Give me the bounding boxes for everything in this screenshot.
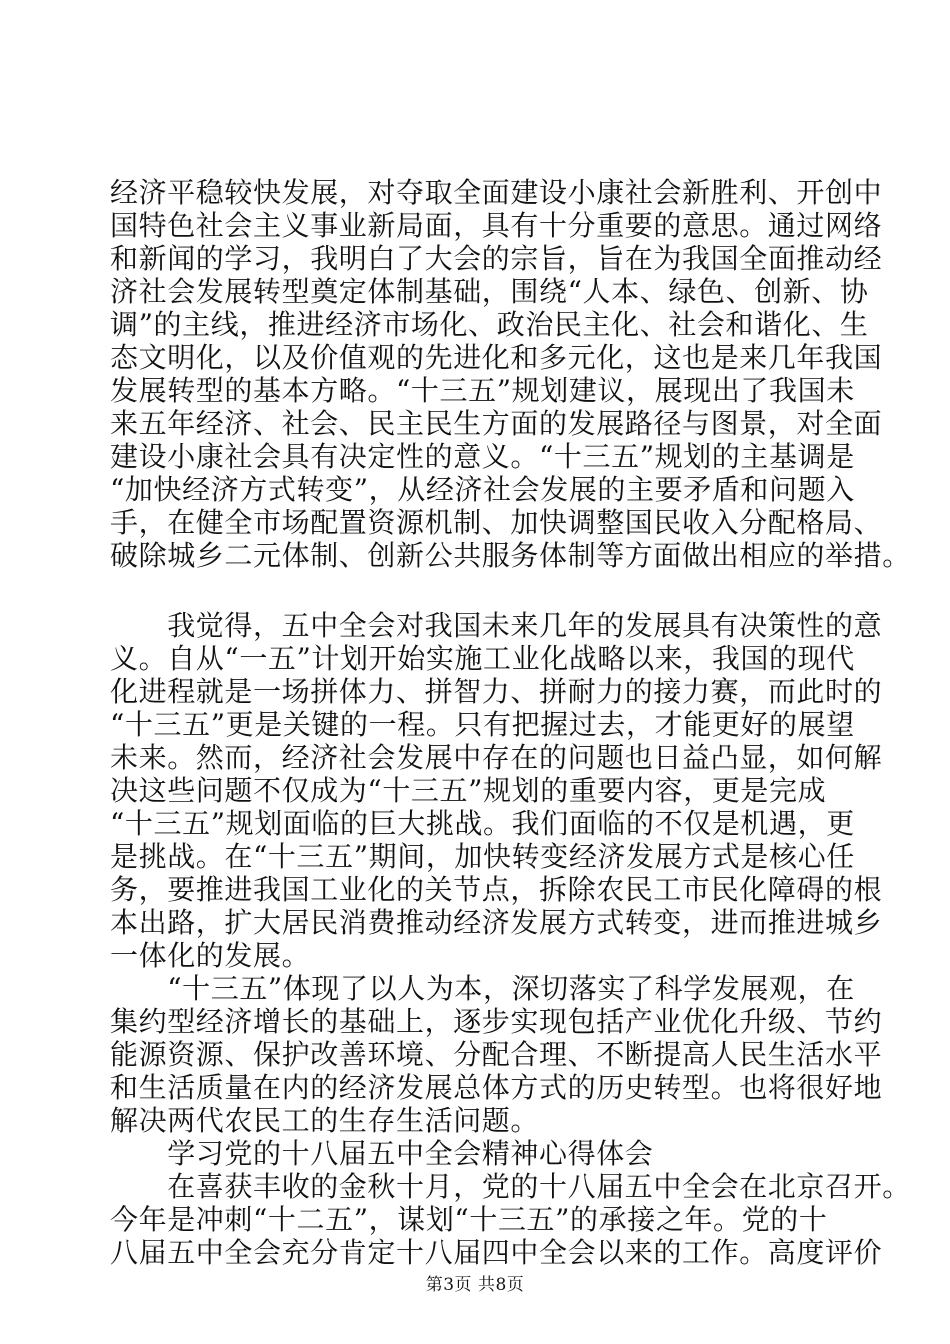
text-line: 经济平稳较快发展，对夺取全面建设小康社会新胜利、开创中 — [110, 176, 883, 209]
text-line: 调”的主线，推进经济市场化、政治民主化、社会和谐化、生 — [110, 308, 869, 341]
text-line: 破除城乡二元体制、创新公共服务体制等方面做出相应的举措。 — [110, 539, 911, 572]
text-line: 建设小康社会具有决定性的意义。“十三五”规划的主基调是 — [110, 440, 855, 473]
text-line: 来五年经济、社会、民主民生方面的发展路径与图景，对全面 — [110, 407, 883, 440]
text-line: “十三五”更是关键的一程。只有把握过去，才能更好的展望 — [110, 708, 855, 741]
text-line: 解决两代农民工的生存生活问题。 — [110, 1104, 540, 1137]
text-line: 务，要推进我国工业化的关节点，拆除农民工市民化障碍的根 — [110, 873, 883, 906]
text-line: 义。自从“一五”计划开始实施工业化战略以来，我国的现代 — [110, 642, 855, 675]
text-line: 集约型经济增长的基础上，逐步实现包括产业优化升级、节约 — [110, 1005, 883, 1038]
text-line: 发展转型的基本方略。“十三五”规划建议，展现出了我国未 — [110, 374, 855, 407]
text-line: 和生活质量在内的经济发展总体方式的历史转型。也将很好地 — [110, 1071, 883, 1104]
text-line: “加快经济方式转变”，从经济社会发展的主要矛盾和问题入 — [110, 473, 855, 506]
text-line: 态文明化，以及价值观的先进化和多元化，这也是来几年我国 — [110, 341, 883, 374]
text-line: 八届五中全会充分肯定十八届四中全会以来的工作。高度评价 — [110, 1236, 883, 1269]
text-line: 是挑战。在“十三五”期间，加快转变经济发展方式是核心任 — [110, 840, 855, 873]
text-line: 和新闻的学习，我明白了大会的宗旨，旨在为我国全面推动经 — [110, 242, 883, 275]
text-line: 未来。然而，经济社会发展中存在的问题也日益凸显，如何解 — [110, 741, 883, 774]
page-number-footer: 第3页 共8页 — [425, 1275, 525, 1295]
text-line: 济社会发展转型奠定体制基础，围绕“人本、绿色、创新、协 — [110, 275, 869, 308]
text-line: “十三五”规划面临的巨大挑战。我们面临的不仅是机遇，更 — [110, 807, 855, 840]
text-line: 手，在健全市场配置资源机制、加快调整国民收入分配格局、 — [110, 506, 883, 539]
text-line: 在喜获丰收的金秋十月，党的十八届五中全会在北京召开。 — [110, 1170, 911, 1203]
section-heading: 学习党的十八届五中全会精神心得体会 — [110, 1137, 654, 1170]
text-line: 能源资源、保护改善环境、分配合理、不断提高人民生活水平 — [110, 1038, 883, 1071]
text-line: 决这些问题不仅成为“十三五”规划的重要内容，更是完成 — [110, 774, 827, 807]
text-line: 国特色社会主义事业新局面，具有十分重要的意思。通过网络 — [110, 209, 883, 242]
text-line: 化进程就是一场拼体力、拼智力、拼耐力的接力赛，而此时的 — [110, 675, 883, 708]
text-line: 我觉得，五中全会对我国未来几年的发展具有决策性的意 — [110, 609, 883, 642]
text-line: “十三五”体现了以人为本，深切落实了科学发展观，在 — [110, 972, 855, 1005]
text-line: 本出路，扩大居民消费推动经济发展方式转变，进而推进城乡 — [110, 906, 883, 939]
text-line: 一体化的发展。 — [110, 939, 311, 972]
text-line: 今年是冲刺“十二五”，谋划“十三五”的承接之年。党的十 — [110, 1203, 828, 1236]
